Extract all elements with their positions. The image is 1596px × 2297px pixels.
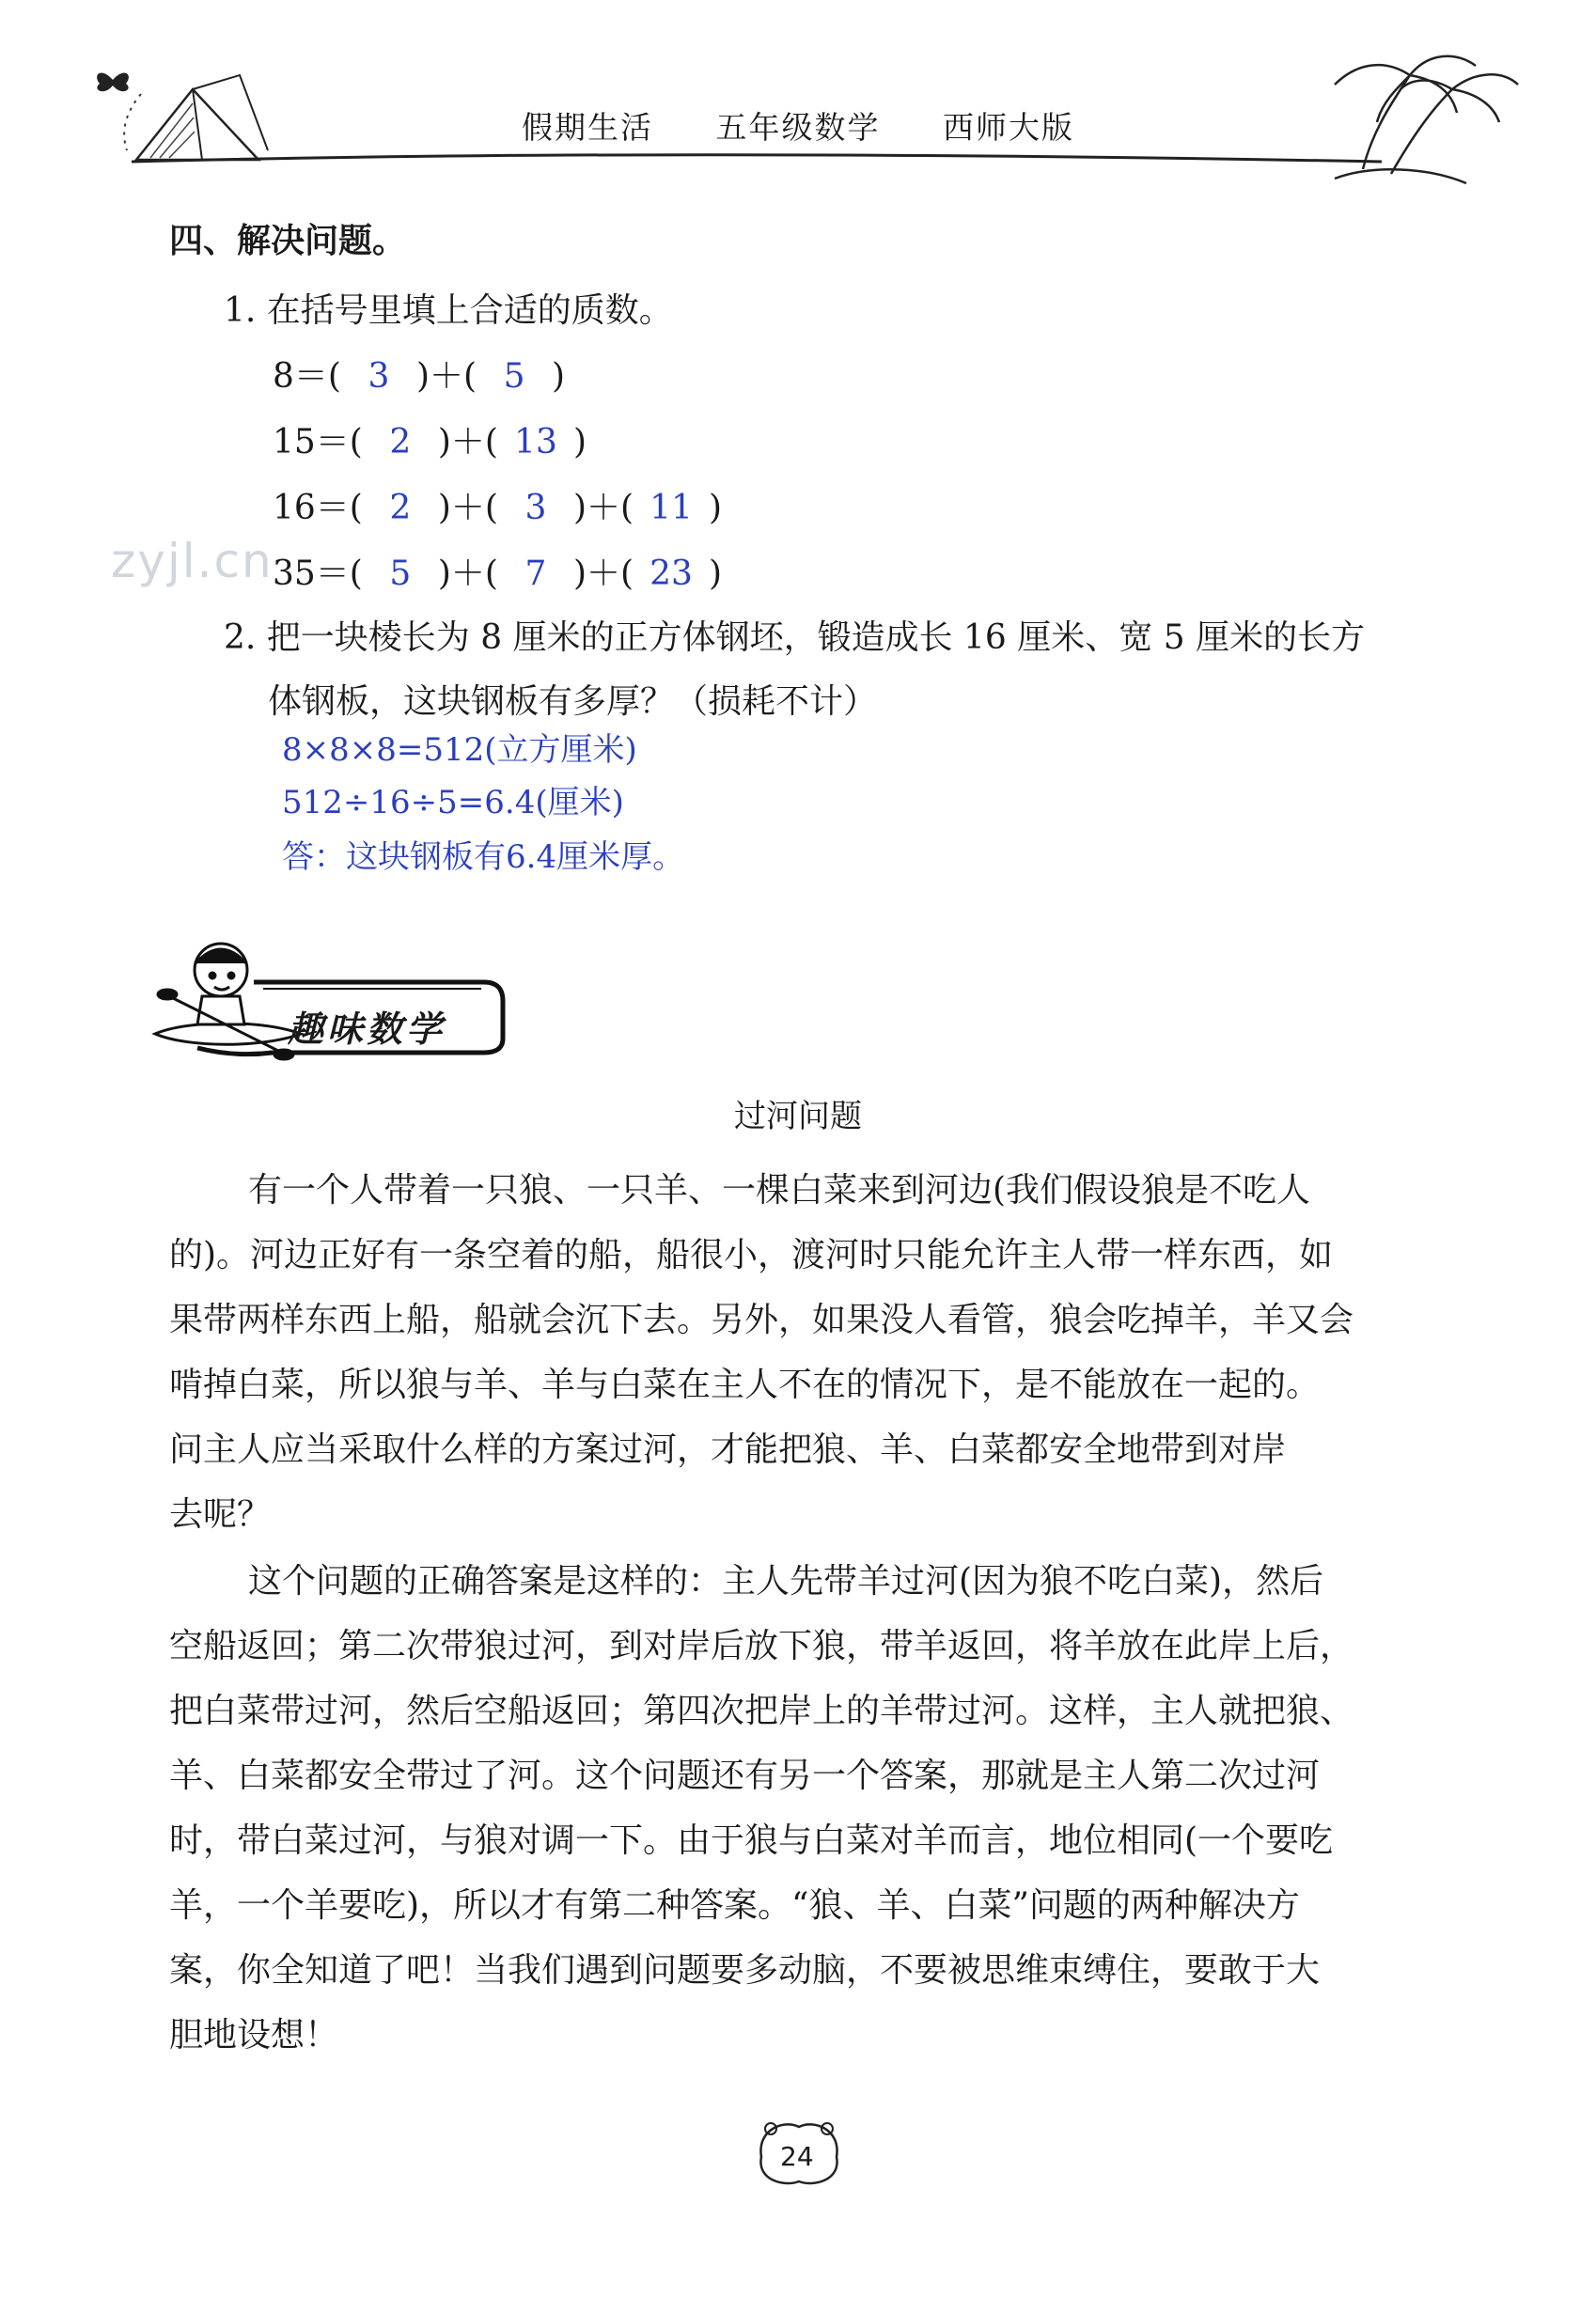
q2-answer-line-3: 答：这块钢板有6.4厘米厚。 xyxy=(282,838,685,876)
section-heading: 四、解决问题。 xyxy=(169,222,407,260)
q1-row-1-close: ) xyxy=(552,357,566,396)
story-p1-line-5: 问主人应当采取什么样的方案过河，才能把狼、羊、白菜都安全地带到对岸 xyxy=(169,1430,1287,1469)
q2-answer-line-2: 512÷16÷5=6.4(厘米) xyxy=(282,784,624,821)
q1-row-4-plus-1: )＋( xyxy=(437,555,498,593)
fun-math-badge-label: 趣味数学 xyxy=(288,1008,446,1050)
q1-row-4-answer-b: 7 xyxy=(524,555,547,593)
q1-row-1-answer-b: 5 xyxy=(503,357,525,396)
q2-prompt-line-2: 体钢板，这块钢板有多厚？（损耗不计） xyxy=(268,682,878,721)
q2-prompt-line-1: 2. 把一块棱长为 8 厘米的正方体钢坯，锻造成长 16 厘米、宽 5 厘米的长方 xyxy=(224,618,1366,657)
story-p1-line-2: 的)。河边正好有一条空着的船，船很小，渡河时只能允许主人带一样东西，如 xyxy=(169,1236,1334,1274)
story-paragraph-1 xyxy=(169,1158,1429,1547)
q1-row-3-close: ) xyxy=(709,489,723,527)
q1-row-1-lhs: 8＝( xyxy=(273,357,341,396)
q1-row-2-answer-a: 2 xyxy=(389,423,412,461)
q1-row-1-plus: )＋( xyxy=(415,357,477,396)
butterfly-icon xyxy=(97,72,129,91)
story-p2-line-4: 羊、白菜都安全带过了河。这个问题还有另一个答案，那就是主人第二次过河 xyxy=(169,1757,1321,1795)
q1-row-3-answer-b: 3 xyxy=(524,489,547,527)
page-number: 24 xyxy=(780,2141,814,2172)
q1-row-2-answer-b: 13 xyxy=(514,423,557,461)
q1-row-4-close: ) xyxy=(709,555,723,593)
q1-row-1-answer-a: 3 xyxy=(368,357,390,396)
story-p1-line-4: 啃掉白菜，所以狼与羊、羊与白菜在主人不在的情况下，是不能放在一起的。 xyxy=(169,1366,1321,1404)
story-p2-line-8: 胆地设想！ xyxy=(169,2016,339,2055)
header-book-name: 假期生活 xyxy=(522,109,653,146)
q1-row-3-answer-c: 11 xyxy=(649,489,693,527)
q1-row-3-lhs: 16＝( xyxy=(273,489,363,527)
story-p2-line-6: 羊，一个羊要吃)，所以才有第二种答案。“狼、羊、白菜”问题的两种解决方 xyxy=(169,1886,1300,1925)
story-p1-line-1: 有一个人带着一只狼、一只羊、一棵白菜来到河边(我们假设狼是不吃人 xyxy=(248,1171,1311,1210)
q1-row-2-plus: )＋( xyxy=(437,423,498,461)
story-p2-line-1: 这个问题的正确答案是这样的：主人先带羊过河(因为狼不吃白菜)，然后 xyxy=(248,1562,1324,1601)
q1-row-2-close: ) xyxy=(572,423,587,461)
header-decoration xyxy=(0,0,1596,188)
story-p1-line-3: 果带两样东西上船，船就会沉下去。另外，如果没人看管，狼会吃掉羊，羊又会 xyxy=(169,1301,1354,1339)
q1-row-4-answer-a: 5 xyxy=(389,555,412,593)
q1-row-4-answer-c: 23 xyxy=(649,555,693,593)
watermark: zyjl.cn xyxy=(111,534,274,588)
q1-row-4-lhs: 35＝( xyxy=(273,555,363,593)
story-p1-line-6: 去呢？ xyxy=(169,1495,272,1534)
story-title: 过河问题 xyxy=(734,1098,862,1135)
q1-row-1 xyxy=(273,350,565,398)
q1-row-2 xyxy=(273,415,587,463)
q1-row-3-plus-1: )＋( xyxy=(437,489,498,527)
story-p2-line-2: 空船返回；第二次带狼过河，到对岸后放下狼，带羊返回，将羊放在此岸上后， xyxy=(169,1627,1354,1665)
header-grade-subject: 五年级数学 xyxy=(715,109,881,146)
q1-prompt: 1. 在括号里填上合适的质数。 xyxy=(224,291,673,330)
q1-row-3-plus-2: )＋( xyxy=(572,489,634,527)
header-edition: 西师大版 xyxy=(943,109,1074,146)
story-paragraph-2 xyxy=(169,1549,1429,2068)
story-p2-line-5: 时，带白菜过河，与狼对调一下。由于狼与白菜对羊而言，地位相同(一个要吃 xyxy=(169,1821,1334,1860)
q1-row-2-lhs: 15＝( xyxy=(273,423,363,461)
q1-row-3-answer-a: 2 xyxy=(389,489,412,527)
q1-row-4-plus-2: )＋( xyxy=(572,555,634,593)
q2-answer-line-1: 8×8×8=512(立方厘米) xyxy=(282,731,637,769)
story-p2-line-3: 把白菜带过河，然后空船返回；第四次把岸上的羊带过河。这样，主人就把狼、 xyxy=(169,1692,1354,1730)
story-p2-line-7: 案，你全知道了吧！当我们遇到问题要多动脑，不要被思维束缚住，要敢于大 xyxy=(169,1951,1321,1990)
kayaker-icon xyxy=(155,944,301,1059)
header-title xyxy=(0,103,1596,148)
q1-row-4 xyxy=(273,547,722,595)
q1-row-3 xyxy=(273,481,722,529)
